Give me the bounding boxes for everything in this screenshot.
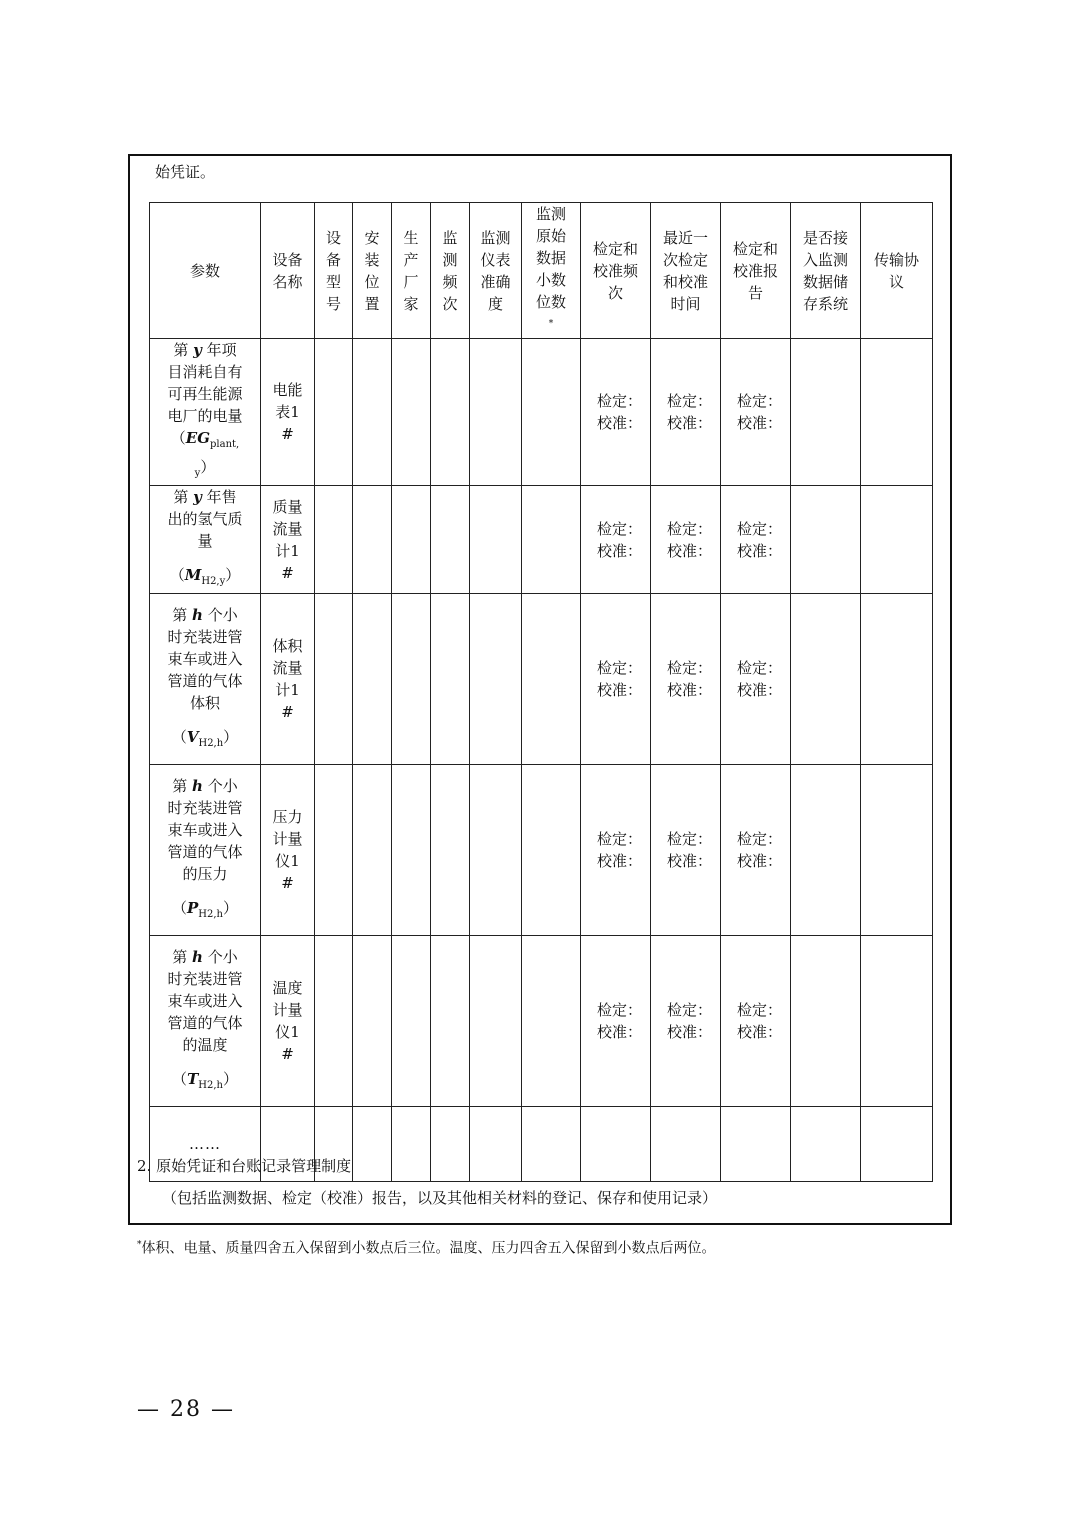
header-accuracy: 监测仪表准确度 [470, 203, 522, 339]
empty-cell[interactable] [315, 486, 353, 594]
empty-cell[interactable] [315, 936, 353, 1107]
calibrate-label: 校准： [596, 414, 642, 432]
cal-report-cell[interactable] [721, 486, 791, 594]
table-row [150, 339, 933, 486]
table-row [150, 765, 933, 936]
last-cal-time-cell[interactable] [651, 339, 721, 486]
empty-cell[interactable] [522, 339, 581, 486]
empty-cell[interactable] [791, 594, 861, 765]
last-cal-time-cell[interactable] [651, 765, 721, 936]
verify-label: 检定： [666, 392, 712, 410]
last-cal-time-cell[interactable] [651, 936, 721, 1107]
param-cell [150, 339, 261, 486]
empty-cell[interactable] [791, 936, 861, 1107]
header-device-name: 设备名称 [261, 203, 315, 339]
empty-cell[interactable] [791, 765, 861, 936]
empty-cell[interactable] [470, 765, 522, 936]
cal-report-cell[interactable] [721, 594, 791, 765]
verify-label: 检定： [736, 392, 782, 410]
header-cal-frequency: 检定和校准频次 [581, 203, 651, 339]
section-2-title: 2. 原始凭证和台账记录管理制度 [137, 1157, 352, 1175]
empty-cell[interactable] [431, 594, 470, 765]
cal-frequency-cell[interactable] [581, 594, 651, 765]
empty-cell[interactable] [470, 486, 522, 594]
verify-label: 检定： [596, 830, 642, 848]
page-number: — 28 — [137, 1397, 235, 1422]
verify-label: 检定： [666, 830, 712, 848]
cal-frequency-cell[interactable] [581, 936, 651, 1107]
empty-cell[interactable] [315, 594, 353, 765]
last-cal-time-cell[interactable] [651, 486, 721, 594]
calibrate-label: 校准： [666, 681, 712, 699]
verify-label: 检定： [596, 659, 642, 677]
header-cal-report: 检定和校准报告 [721, 203, 791, 339]
empty-cell[interactable] [522, 486, 581, 594]
empty-cell[interactable] [522, 765, 581, 936]
empty-cell[interactable] [522, 594, 581, 765]
empty-cell[interactable] [470, 339, 522, 486]
calibrate-label: 校准： [596, 541, 642, 560]
header-param: 参数 [150, 203, 261, 339]
param-description: 第 h 个小时充装进管束车或进入管道的气体的压力 [167, 776, 243, 883]
header-last-cal-time: 最近一次检定和校准时间 [651, 203, 721, 339]
verify-label: 检定： [736, 519, 782, 538]
empty-cell[interactable] [353, 936, 392, 1107]
empty-cell[interactable] [315, 339, 353, 486]
param-description: 第 y 年项目消耗自有可再生能源电厂的电量 [167, 341, 243, 425]
empty-cell[interactable] [861, 765, 933, 936]
param-cell [150, 765, 261, 936]
empty-cell[interactable] [791, 486, 861, 594]
monitoring-equipment-table [149, 202, 933, 1182]
device-name-cell: 电能表1# [261, 339, 315, 486]
empty-cell[interactable] [861, 339, 933, 486]
header-maker: 生产厂家 [392, 203, 431, 339]
verify-label: 检定： [666, 1001, 712, 1019]
param-symbol: $(T_{H2,h})$ [172, 1069, 238, 1091]
empty-cell[interactable] [392, 765, 431, 936]
header-location: 安装位置 [353, 203, 392, 339]
header-protocol: 传输协议 [861, 203, 933, 339]
empty-cell[interactable] [392, 936, 431, 1107]
empty-cell[interactable] [315, 765, 353, 936]
last-cal-time-cell[interactable] [651, 594, 721, 765]
empty-cell[interactable] [470, 594, 522, 765]
param-cell [150, 486, 261, 594]
empty-cell[interactable] [353, 594, 392, 765]
param-cell [150, 936, 261, 1107]
intro-text: 始凭证。 [155, 163, 216, 181]
empty-cell[interactable] [522, 936, 581, 1107]
section-2-note: （包括监测数据、检定（校准）报告，以及其他相关材料的登记、保存和使用记录） [162, 1189, 718, 1207]
empty-cell[interactable] [392, 486, 431, 594]
footnote: *体积、电量、质量四舍五入保留到小数点后三位。温度、压力四舍五入保留到小数点后两位。 [137, 1240, 716, 1257]
device-name-cell: 质量流量计1# [261, 486, 315, 594]
header-decimals: 监测原始数据小数位数* [522, 203, 581, 339]
calibrate-label: 校准： [666, 414, 712, 432]
verify-label: 检定： [596, 1001, 642, 1019]
header-row [150, 203, 933, 339]
empty-cell[interactable] [431, 765, 470, 936]
empty-cell[interactable] [431, 486, 470, 594]
param-symbol: $(M_{H2,y})$ [169, 566, 241, 587]
calibrate-label: 校准： [596, 681, 642, 699]
verify-label: 检定： [736, 659, 782, 677]
param-symbol: $(P_{H2,h})$ [171, 898, 238, 920]
param-symbol: $(EG_{plant,y})$ [170, 429, 240, 479]
param-description: 第 y 年售出的氢气质量 [167, 488, 243, 550]
ellipsis-cell: …… [150, 1107, 261, 1182]
header-frequency: 监测频次 [431, 203, 470, 339]
verify-label: 检定： [596, 392, 642, 410]
cal-frequency-cell[interactable] [581, 339, 651, 486]
cal-report-cell[interactable] [721, 936, 791, 1107]
empty-cell[interactable] [861, 486, 933, 594]
empty-cell[interactable] [353, 339, 392, 486]
verify-label: 检定： [736, 1001, 782, 1019]
calibrate-label: 校准： [736, 1023, 782, 1041]
cal-report-cell[interactable] [721, 339, 791, 486]
cal-frequency-cell[interactable] [581, 765, 651, 936]
param-cell [150, 594, 261, 765]
empty-cell[interactable] [392, 339, 431, 486]
device-name-cell: 温度计量仪1# [261, 936, 315, 1107]
device-name-cell: 压力计量仪1# [261, 765, 315, 936]
param-symbol: $(V_{H2,h})$ [171, 727, 239, 749]
empty-cell[interactable] [353, 486, 392, 594]
empty-cell[interactable] [353, 765, 392, 936]
verify-label: 检定： [666, 659, 712, 677]
header-storage-system: 是否接入监测数据储存系统 [791, 203, 861, 339]
calibrate-label: 校准： [666, 541, 712, 560]
empty-cell[interactable] [431, 936, 470, 1107]
calibrate-label: 校准： [736, 414, 782, 432]
calibrate-label: 校准： [596, 1023, 642, 1041]
header-model: 设备型号 [315, 203, 353, 339]
calibrate-label: 校准： [666, 852, 712, 870]
cal-report-cell[interactable] [721, 765, 791, 936]
cal-frequency-cell[interactable] [581, 486, 651, 594]
calibrate-label: 校准： [666, 1023, 712, 1041]
calibrate-label: 校准： [596, 852, 642, 870]
table-row [150, 936, 933, 1107]
empty-cell[interactable] [392, 594, 431, 765]
param-description: 第 h 个小时充装进管束车或进入管道的气体的温度 [167, 947, 243, 1054]
empty-cell[interactable] [431, 339, 470, 486]
table-row [150, 594, 933, 765]
calibrate-label: 校准： [736, 681, 782, 699]
empty-cell[interactable] [791, 339, 861, 486]
param-description: 第 h 个小时充装进管束车或进入管道的气体体积 [167, 605, 243, 712]
calibrate-label: 校准： [736, 541, 782, 560]
verify-label: 检定： [736, 830, 782, 848]
empty-cell[interactable] [470, 936, 522, 1107]
empty-cell[interactable] [861, 936, 933, 1107]
verify-label: 检定： [666, 519, 712, 538]
calibrate-label: 校准： [736, 852, 782, 870]
device-name-cell: 体积流量计1# [261, 594, 315, 765]
verify-label: 检定： [596, 519, 642, 538]
table-row [150, 486, 933, 594]
empty-cell[interactable] [861, 594, 933, 765]
